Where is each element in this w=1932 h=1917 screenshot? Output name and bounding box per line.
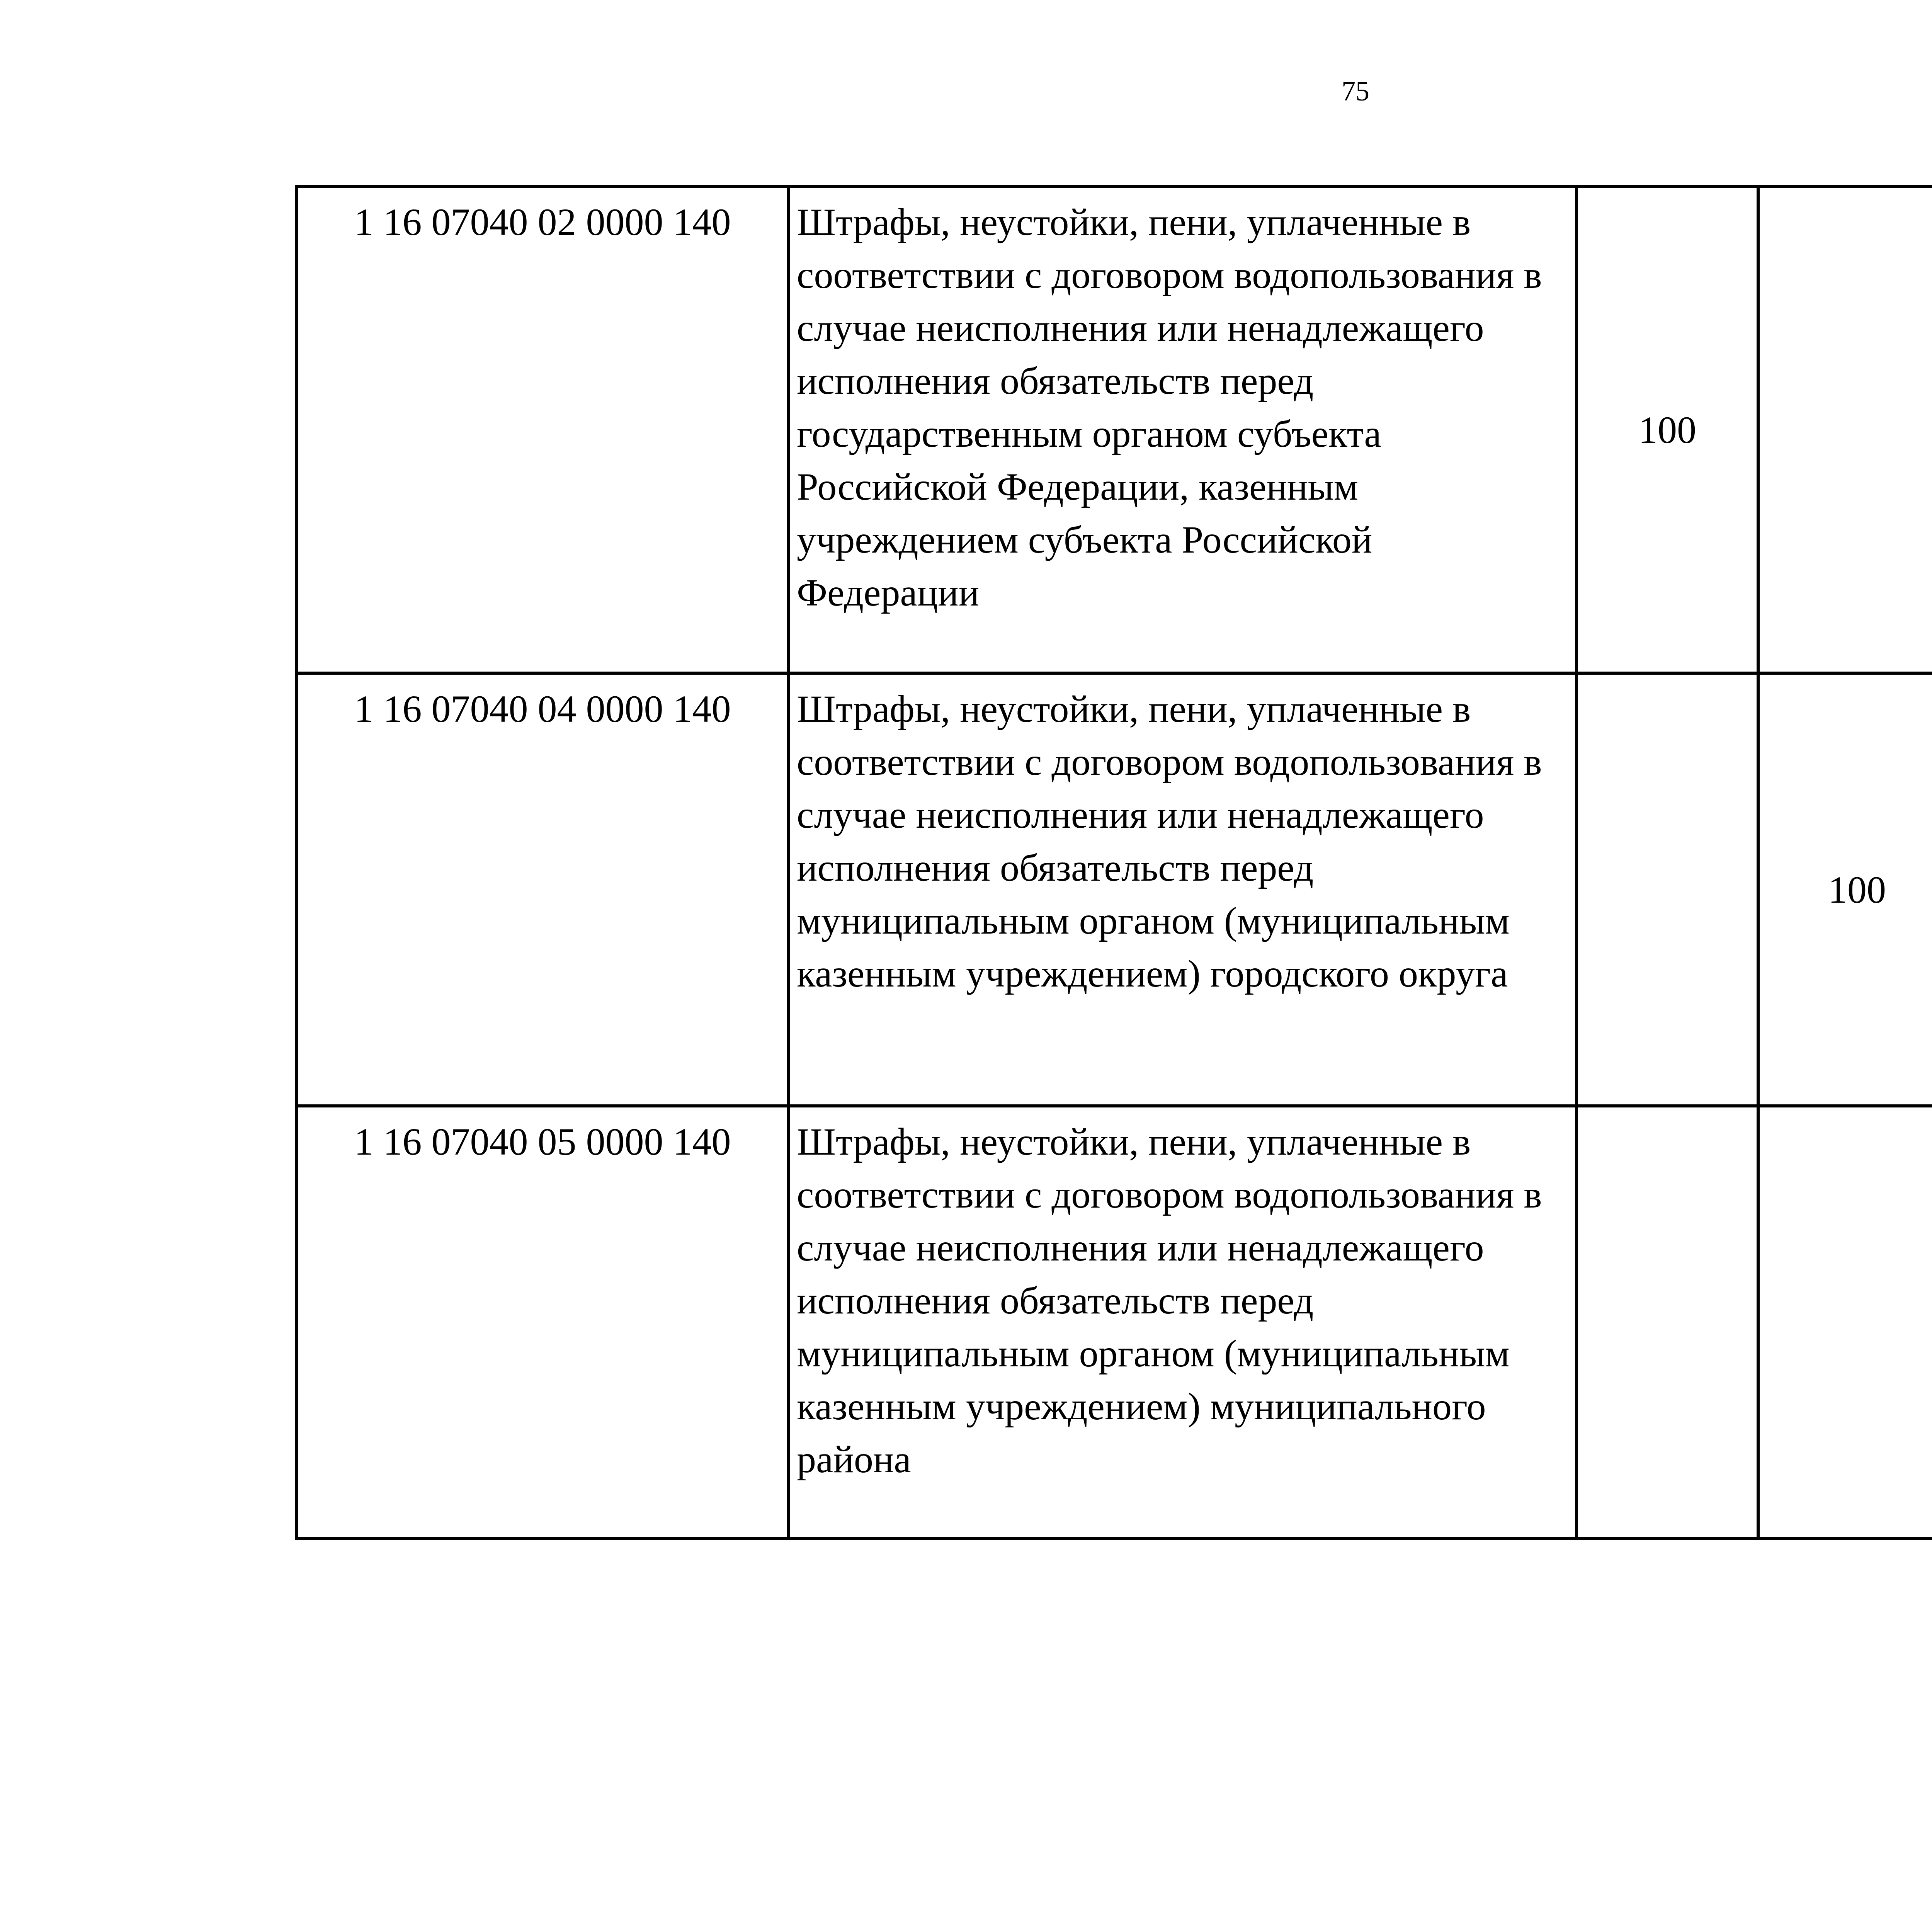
share-cell-2: 100 [1758,673,1932,1106]
table-row [297,1106,1932,1539]
share-cell-1 [1577,673,1758,1106]
share-cell-1 [1577,1106,1758,1539]
revenue-name: Штрафы, неустойки, пени, уплаченные в соответствии с договором водопользования в случае неисполнения или ненадлежащего исполнения обязательств перед муниципальным органом (муниципальным казенным учреждением) городского округа [788,673,1577,1106]
share-cell-2 [1758,186,1932,673]
table-row [297,186,1932,673]
revenue-name: Штрафы, неустойки, пени, уплаченные в соответствии с договором водопользования в случае неисполнения или ненадлежащего исполнения обязательств перед государственным органом субъекта Российской Федерации, казенным учреждением субъекта Российской Федерации [788,186,1577,673]
revenue-name: Штрафы, неустойки, пени, уплаченные в соответствии с договором водопользования в случае неисполнения или ненадлежащего исполнения обязательств перед муниципальным органом (муниципальным казенным учреждением) муниципального района [788,1106,1577,1539]
revenue-code: 1 16 07040 04 0000 140 [297,673,788,1106]
table-row [297,673,1932,1106]
revenue-code: 1 16 07040 05 0000 140 [297,1106,788,1539]
share-cell-1: 100 [1577,186,1758,673]
revenue-table [295,185,1932,1540]
page-number: 75 [1342,76,1369,107]
revenue-code: 1 16 07040 02 0000 140 [297,186,788,673]
share-cell-2 [1758,1106,1932,1539]
